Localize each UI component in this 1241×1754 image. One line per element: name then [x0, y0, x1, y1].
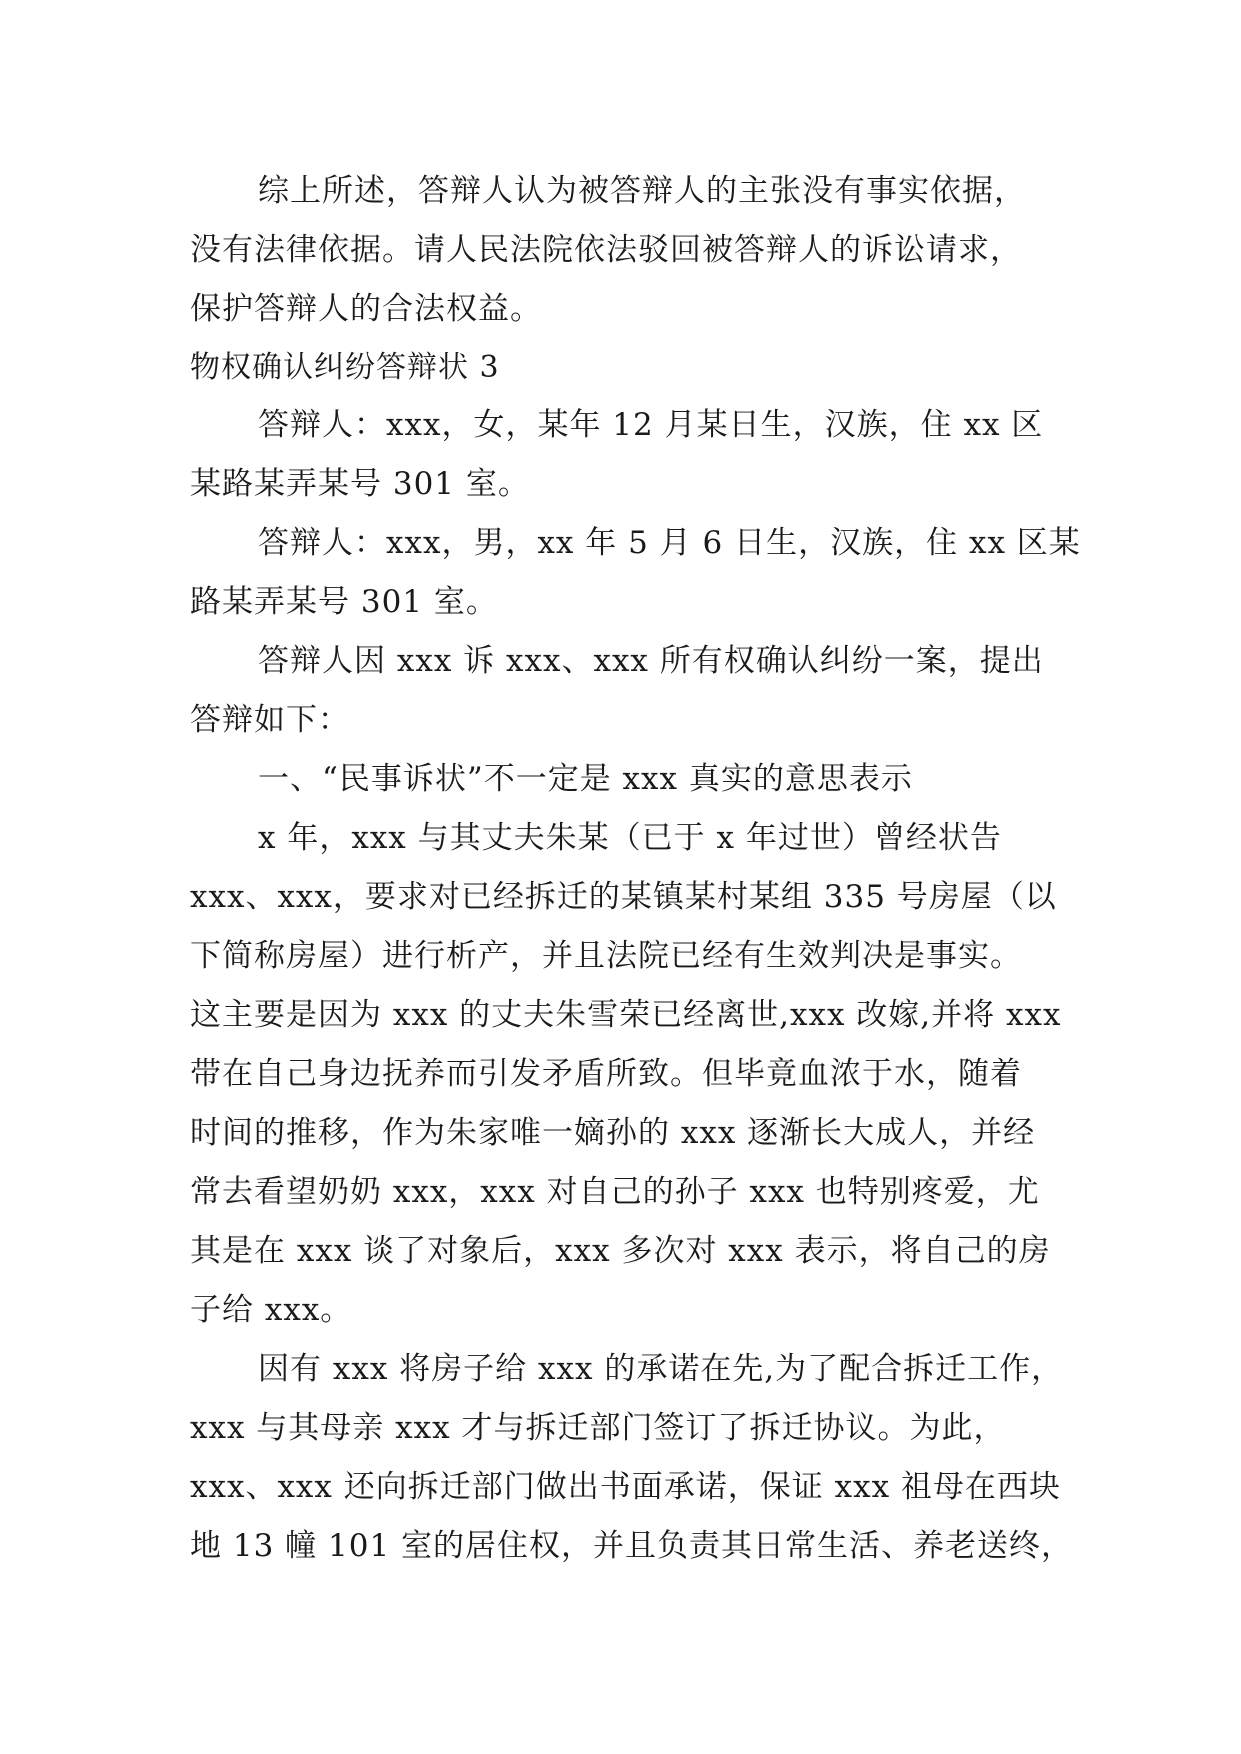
- paragraph-line: 答辩如下：: [190, 702, 350, 738]
- paragraph-line: 下简称房屋）进行析产，并且法院已经有生效判决是事实。: [190, 938, 1022, 974]
- paragraph-line: x 年，xxx 与其丈夫朱某（已于 x 年过世）曾经状告: [258, 820, 1002, 856]
- paragraph-line: 其是在 xxx 谈了对象后，xxx 多次对 xxx 表示，将自己的房: [190, 1233, 1051, 1269]
- paragraph-line: 路某弄某号 301 室。: [190, 584, 498, 620]
- document-body: [190, 162, 1081, 1576]
- section-heading: 物权确认纠纷答辩状 3: [190, 350, 500, 385]
- paragraph-line: xxx 与其母亲 xxx 才与拆迁部门签订了拆迁协议。为此，: [190, 1410, 1006, 1446]
- subheading-line: 一、“民事诉状”不一定是 xxx 真实的意思表示: [258, 761, 913, 797]
- paragraph-line: xxx、xxx，要求对已经拆迁的某镇某村某组 335 号房屋（以: [190, 879, 1057, 915]
- paragraph-line: 保护答辩人的合法权益。: [190, 291, 542, 327]
- paragraph-line: 综上所述，答辩人认为被答辩人的主张没有事实依据，: [258, 173, 1026, 209]
- paragraph-line: 地 13 幢 101 室的居住权，并且负责其日常生活、养老送终，: [190, 1528, 1074, 1564]
- paragraph-line: 因有 xxx 将房子给 xxx 的承诺在先,为了配合拆迁工作，: [258, 1351, 1064, 1387]
- paragraph-line: 答辩人：xxx，女，某年 12 月某日生，汉族，住 xx 区: [258, 407, 1044, 443]
- paragraph-line: 带在自己身边抚养而引发矛盾所致。但毕竟血浓于水，随着: [190, 1056, 1022, 1092]
- paragraph-line: 时间的推移，作为朱家唯一嫡孙的 xxx 逐渐长大成人，并经: [190, 1115, 1036, 1151]
- paragraph-line: 某路某弄某号 301 室。: [190, 466, 530, 502]
- paragraph-line: 子给 xxx。: [190, 1292, 353, 1328]
- paragraph-line: 常去看望奶奶 xxx，xxx 对自己的孙子 xxx 也特别疼爱，尤: [190, 1174, 1040, 1210]
- paragraph-line: 答辩人：xxx，男，xx 年 5 月 6 日生，汉族，住 xx 区某: [258, 525, 1081, 561]
- paragraph-line: 答辩人因 xxx 诉 xxx、xxx 所有权确认纠纷一案，提出: [258, 643, 1044, 679]
- paragraph-line: 没有法律依据。请人民法院依法驳回被答辩人的诉讼请求，: [190, 232, 1022, 268]
- paragraph-line: xxx、xxx 还向拆迁部门做出书面承诺，保证 xxx 祖母在西块: [190, 1469, 1061, 1505]
- paragraph-line: 这主要是因为 xxx 的丈夫朱雪荣已经离世,xxx 改嫁,并将 xxx: [190, 997, 1062, 1033]
